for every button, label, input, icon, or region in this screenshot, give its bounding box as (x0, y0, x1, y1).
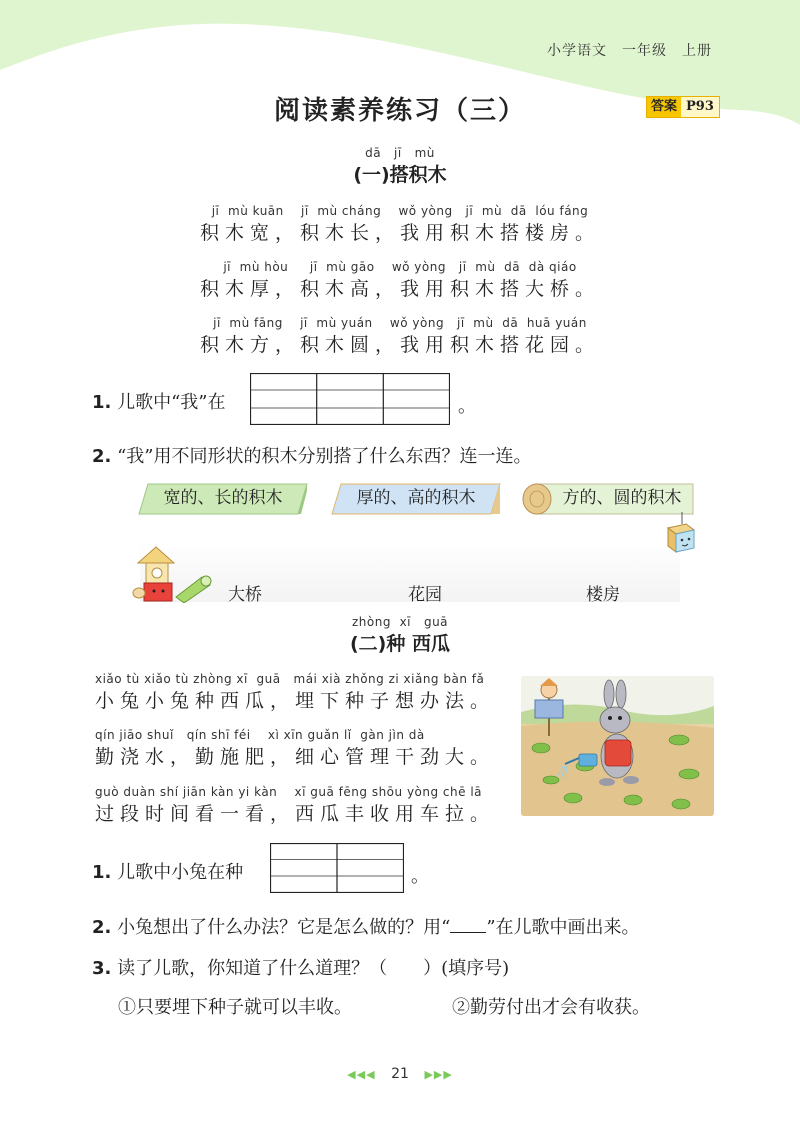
page-title: 阅读素养练习（三） (273, 96, 526, 126)
page-footer (0, 1066, 800, 1082)
target-garden[interactable]: 花园 (408, 585, 442, 605)
block-house-icon (130, 545, 216, 603)
underline-sample (450, 916, 486, 933)
poem2-line-2-pinyin: qín jiāo shuǐ qín shī féi xì xīn guǎn lǐ gàn jìn dà (95, 728, 425, 742)
banner-wide-long[interactable] (138, 483, 308, 515)
poem2-title-block (0, 615, 800, 656)
question-text: 儿歌中“我”在 (117, 392, 226, 413)
poem1-line-2-text: 积木厚，积木高，我用积木搭大桥。 (199, 278, 600, 300)
question-2-1-end: 。 (411, 866, 429, 887)
poem1-title-block (0, 146, 800, 187)
poem2-line-1-pinyin: xiǎo tù xiǎo tù zhòng xī guā mái xià zhǒng zi xiǎng bàn fǎ (95, 672, 485, 686)
banner-label: 宽的、长的积木 (163, 488, 283, 508)
poem2-title: (二)种 西瓜 (350, 633, 450, 655)
question-1-1 (92, 388, 226, 414)
cube-character-icon (662, 512, 698, 556)
poem1-line-2 (0, 260, 800, 301)
banner-square-round[interactable] (521, 483, 695, 515)
answer-page: P93 (681, 97, 719, 117)
target-building[interactable]: 楼房 (586, 585, 620, 605)
question-2-3 (92, 954, 509, 980)
question-2-1 (92, 858, 243, 884)
poem2-line-3-pinyin: guò duàn shí jiān kàn yi kàn xī guā fēng shōu yòng chē lā (95, 785, 483, 799)
poem2-title-pinyin: zhòng xī guā (351, 615, 449, 629)
poem1-line-1 (0, 204, 800, 245)
next-arrows-icon: ▶▶▶ (424, 1068, 453, 1081)
question-text: 小兔想出了什么办法？它是怎么做的？用“ (117, 917, 451, 938)
poem1-line-3-text: 积木方，积木圆，我用积木搭花园。 (199, 334, 600, 356)
option-1[interactable]: ①只要埋下种子就可以丰收。 (118, 997, 352, 1018)
question-1-2 (92, 442, 532, 468)
banner-thick-tall[interactable] (331, 483, 501, 515)
poem1-line-1-pinyin: jī mù kuān jī mù cháng wǒ yòng jī mù dā lóu fáng (211, 204, 589, 218)
question-number: 3. (92, 958, 112, 979)
poem2-line-1 (95, 672, 515, 713)
question-text-end: ”在儿歌中画出来。 (486, 917, 640, 938)
rabbit-garden-illustration (521, 676, 714, 816)
question-number: 2. (92, 446, 112, 467)
answer-grid-3[interactable] (250, 373, 450, 425)
poem2-line-2-text: 勤浇水，勤施肥，细心管理干劲大。 (95, 746, 496, 768)
question-text: “我”用不同形状的积木分别搭了什么东西？连一连。 (117, 446, 532, 467)
header-label: 小学语文 一年级 上册 (547, 43, 712, 59)
answer-grid-2[interactable] (270, 843, 404, 893)
poem1-title-pinyin: dā jī mù (365, 146, 435, 160)
question-number: 2. (92, 917, 112, 938)
page-number: 21 (391, 1066, 409, 1082)
question-1-1-end: 。 (458, 396, 476, 417)
poem1-line-3-pinyin: jī mù fāng jī mù yuán wǒ yòng jī mù dā huā yuán (213, 316, 587, 330)
question-number: 1. (92, 392, 112, 413)
banner-label: 方的、圆的积木 (562, 488, 682, 508)
option-2[interactable]: ②勤劳付出才会有收获。 (452, 997, 650, 1018)
poem1-line-3 (0, 316, 800, 357)
poem1-line-2-pinyin: jī mù hòu jī mù gāo wǒ yòng jī mù dā dà qiáo (223, 260, 577, 274)
question-number: 1. (92, 862, 112, 883)
question-2-2 (92, 913, 640, 939)
poem2-line-3-text: 过段时间看一看，西瓜丰收用车拉。 (95, 803, 496, 825)
poem1-line-1-text: 积木宽，积木长，我用积木搭楼房。 (199, 222, 600, 244)
poem2-line-1-text: 小兔小兔种西瓜，埋下种子想办法。 (95, 690, 496, 712)
banner-label: 厚的、高的积木 (356, 488, 476, 508)
prev-arrows-icon: ◀◀◀ (347, 1068, 376, 1081)
answer-tag[interactable] (646, 96, 720, 118)
question-text: 儿歌中小兔在种 (117, 862, 244, 883)
answer-label: 答案 (647, 97, 681, 117)
poem2-line-3 (95, 785, 515, 826)
target-bridge[interactable]: 大桥 (228, 585, 262, 605)
poem1-title: (一)搭积木 (353, 164, 447, 186)
question-text: 读了儿歌，你知道了什么道理？（ ）(填序号) (117, 958, 510, 979)
poem2-line-2 (95, 728, 515, 769)
